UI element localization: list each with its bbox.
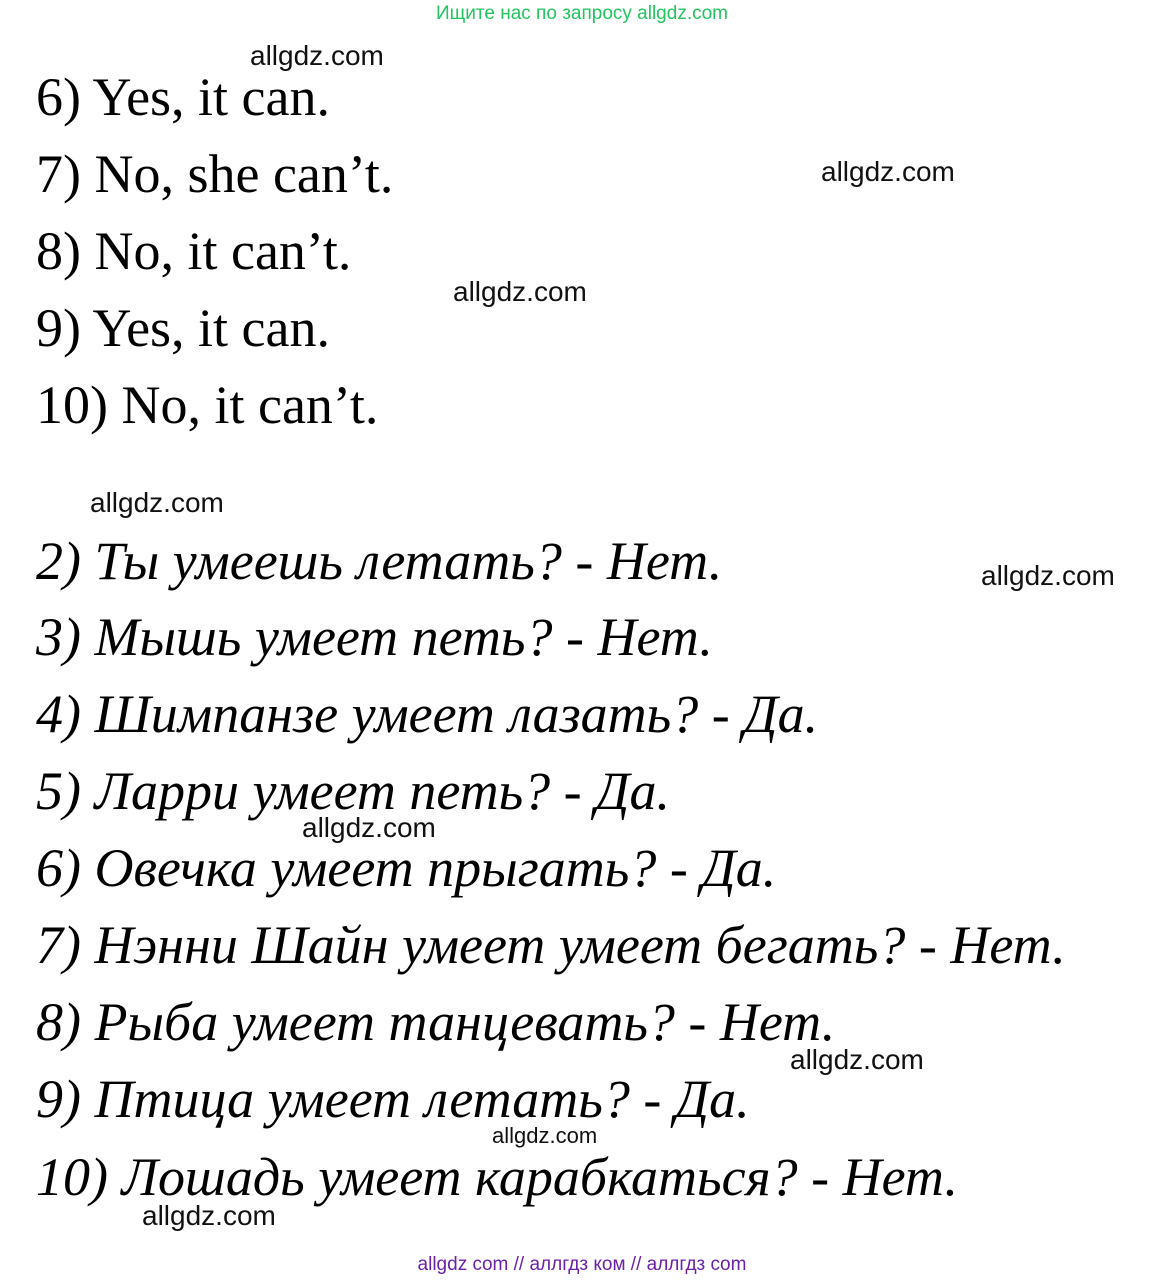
translation-line-8: 8) Рыба умеет танцевать? - Нет.: [36, 992, 836, 1052]
answer-line-8: 8) No, it can’t.: [36, 221, 352, 281]
answer-line-6: 6) Yes, it can.: [36, 67, 330, 127]
answer-line-9: 9) Yes, it can.: [36, 298, 330, 358]
translation-line-5: 5) Ларри умеет петь? - Да.: [36, 761, 671, 821]
translation-line-10: 10) Лошадь умеет карабкаться? - Нет.: [36, 1147, 959, 1207]
translation-line-3: 3) Мышь умеет петь? - Нет.: [36, 607, 713, 667]
watermark: allgdz.com: [492, 1123, 598, 1148]
watermark: allgdz.com: [302, 812, 436, 843]
watermark: allgdz.com: [453, 276, 587, 307]
watermark: allgdz.com: [821, 156, 955, 187]
answer-line-7: 7) No, she can’t.: [36, 144, 394, 204]
watermark: allgdz.com: [790, 1044, 924, 1075]
answer-line-10: 10) No, it can’t.: [36, 375, 379, 435]
translation-line-6: 6) Овечка умеет прыгать? - Да.: [36, 838, 777, 898]
translation-line-9: 9) Птица умеет летать? - Да.: [36, 1069, 750, 1129]
watermark: allgdz.com: [142, 1200, 276, 1231]
watermark: allgdz.com: [90, 487, 224, 518]
translation-line-4: 4) Шимпанзе умеет лазать? - Да.: [36, 684, 819, 744]
watermark: allgdz.com: [250, 40, 384, 71]
translation-line-7: 7) Нэнни Шайн умеет умеет бегать? - Нет.: [36, 915, 1066, 975]
translation-line-2: 2) Ты умеешь летать? - Нет.: [36, 531, 723, 591]
bottom-banner: allgdz com // аллгдз ком // аллгдз com: [417, 1254, 747, 1275]
top-banner: Ищите нас по запросу allgdz.com: [435, 3, 728, 24]
watermark: allgdz.com: [981, 560, 1115, 591]
